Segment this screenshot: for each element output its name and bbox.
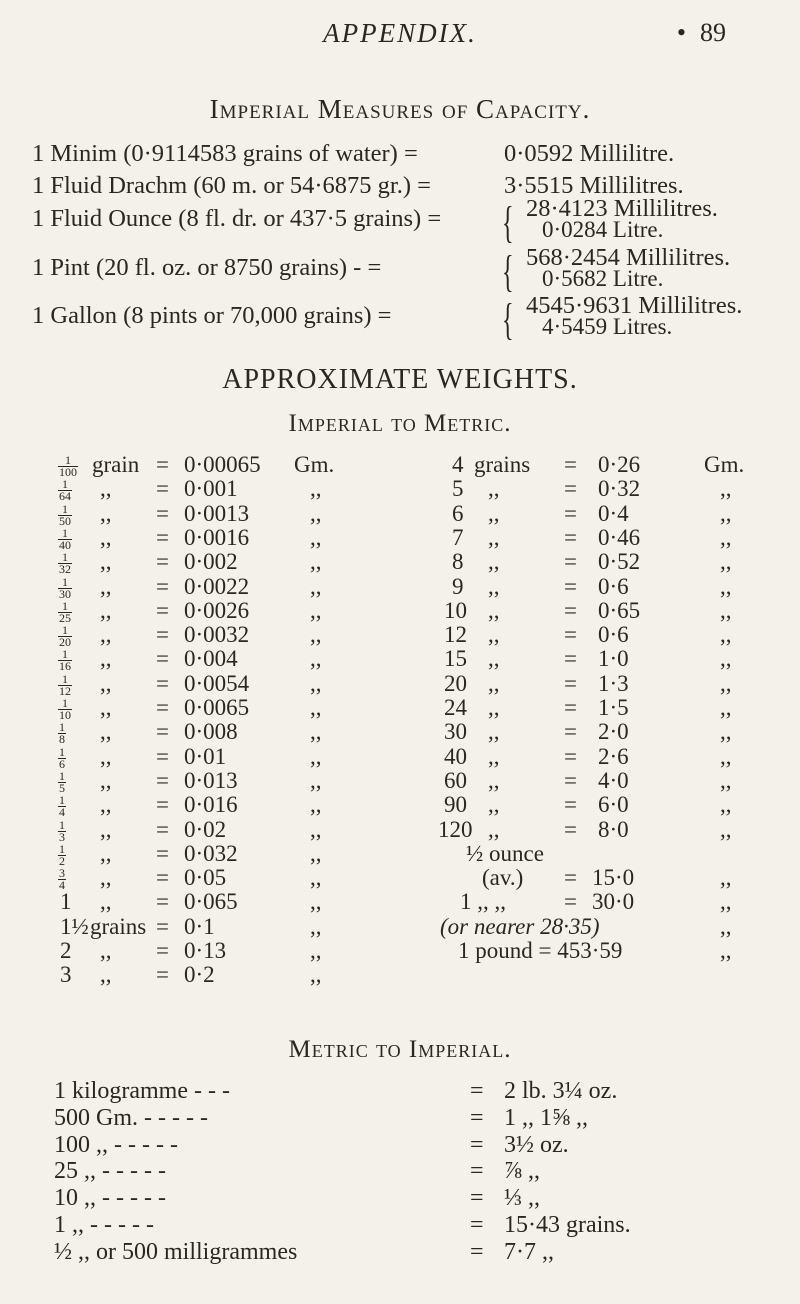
weight-quantity: 2 bbox=[60, 938, 72, 963]
fraction-numerator: 1 bbox=[59, 768, 65, 783]
fraction-denominator: 4 bbox=[59, 805, 65, 820]
metric-unit: ,, bbox=[720, 889, 732, 915]
equals-sign: = bbox=[564, 476, 577, 502]
grain-quantity: 7 bbox=[452, 524, 464, 550]
equals-sign: = bbox=[564, 452, 577, 477]
grain-quantity: 60 bbox=[444, 767, 467, 793]
equals-sign: = bbox=[564, 573, 577, 599]
metric-unit: ,, bbox=[310, 962, 322, 988]
fraction-numerator: 1 bbox=[59, 793, 65, 808]
fraction-denominator: 25 bbox=[59, 610, 71, 625]
brace-icon: { bbox=[502, 198, 514, 247]
equals-sign: = bbox=[156, 573, 169, 599]
metric-value: 0·6 bbox=[598, 573, 629, 599]
metric-unit: ,, bbox=[720, 695, 732, 720]
equals-sign: = bbox=[156, 500, 169, 526]
equals-sign: = bbox=[470, 1185, 484, 1212]
metric-unit: ,, bbox=[720, 719, 732, 745]
equals-sign: = bbox=[156, 597, 169, 623]
equals-sign: = bbox=[156, 670, 169, 696]
metric-unit: ,, bbox=[720, 816, 732, 842]
metric-value: 1·3 bbox=[598, 670, 629, 696]
grain-quantity: 90 bbox=[444, 792, 467, 818]
equals-sign: = bbox=[156, 549, 169, 575]
weight-unit-label: ,, bbox=[100, 597, 112, 623]
metric-unit: ,, bbox=[310, 622, 322, 648]
equals-sign: = bbox=[470, 1158, 484, 1185]
fraction-denominator: 6 bbox=[59, 756, 65, 771]
metric-unit: ,, bbox=[720, 646, 732, 672]
metric-unit: ,, bbox=[310, 695, 322, 720]
capacity-value: 3·5515 Millilitres. bbox=[504, 172, 684, 199]
metric-quantity: 1 kilogramme - - - bbox=[54, 1078, 230, 1104]
metric-unit: ,, bbox=[310, 524, 322, 550]
weight-unit-label: ,, bbox=[100, 792, 112, 818]
metric-quantity: 100 ,, - - - - - bbox=[54, 1131, 178, 1158]
capacity-value: 568·2454 Millilitres. bbox=[526, 244, 731, 271]
equals-sign: = bbox=[156, 719, 169, 745]
grain-quantity: 9 bbox=[452, 573, 464, 599]
fraction-denominator: 32 bbox=[59, 562, 71, 577]
metric-unit: ,, bbox=[310, 549, 322, 575]
equals-sign: = bbox=[156, 452, 169, 477]
page-number: 89 bbox=[700, 18, 726, 47]
metric-unit: ,, bbox=[310, 816, 322, 842]
metric-value: 0·0032 bbox=[184, 622, 250, 648]
equals-sign: = bbox=[564, 719, 577, 745]
fraction-numerator: 3 bbox=[59, 866, 65, 881]
weight-unit-label: ,, bbox=[488, 695, 500, 720]
grain-quantity: 10 bbox=[444, 597, 467, 623]
metric-unit: ,, bbox=[310, 913, 322, 939]
fraction-denominator: 40 bbox=[59, 537, 71, 552]
weight-unit-label: ,, bbox=[100, 622, 112, 648]
fraction-numerator: 1 bbox=[59, 841, 65, 856]
fraction-denominator: 12 bbox=[59, 683, 71, 698]
metric-unit: ,, bbox=[310, 938, 322, 963]
equals-sign: = bbox=[564, 646, 577, 672]
weight-unit-label: ,, bbox=[488, 719, 500, 745]
metric-value: 1·5 bbox=[598, 695, 629, 720]
grain-quantity: 8 bbox=[452, 549, 464, 575]
grain-quantity: 5 bbox=[452, 476, 464, 502]
metric-value: 0·52 bbox=[598, 549, 641, 575]
equals-sign: = bbox=[564, 743, 577, 769]
grain-quantity: 120 bbox=[438, 816, 473, 842]
fraction-numerator: 1 bbox=[59, 744, 65, 759]
fraction-numerator: 1 bbox=[59, 720, 65, 735]
metric-value: 0·002 bbox=[184, 549, 238, 575]
imperial-value: 1 ,, 1⅝ ,, bbox=[504, 1104, 588, 1131]
equals-sign: = bbox=[470, 1212, 484, 1238]
capacity-value: 0·5682 Litre. bbox=[542, 266, 664, 291]
brace-icon: { bbox=[502, 247, 514, 296]
weight-unit-label: ,, bbox=[488, 500, 500, 526]
fraction-numerator: 1 bbox=[58, 649, 72, 661]
equals-sign: = bbox=[156, 938, 169, 963]
capacity-value: 28·4123 Millilitres. bbox=[526, 195, 718, 222]
metric-value: 0·0013 bbox=[184, 500, 250, 526]
equals-sign: = bbox=[156, 476, 169, 502]
metric-quantity: 25 ,, - - - - - bbox=[54, 1158, 166, 1185]
metric-value: 4·0 bbox=[598, 767, 629, 793]
metric-value: 0·32 bbox=[598, 476, 641, 502]
grain-quantity: 15 bbox=[444, 646, 467, 672]
imperial-value: 3½ oz. bbox=[504, 1131, 569, 1158]
weight-unit-label: ,, bbox=[488, 792, 500, 818]
equals-sign: = bbox=[156, 865, 169, 891]
half-ounce-label: ½ ounce bbox=[466, 840, 544, 866]
fraction-denominator: 4 bbox=[59, 878, 65, 893]
weight-unit-label: ,, bbox=[100, 767, 112, 793]
equals-sign: = bbox=[470, 1078, 484, 1104]
metric-value: 2·0 bbox=[598, 719, 629, 745]
weight-unit-label: ,, bbox=[488, 743, 500, 769]
metric-value: 8·0 bbox=[598, 816, 629, 842]
metric-unit: ,, bbox=[310, 840, 322, 866]
metric-unit: ,, bbox=[720, 500, 732, 526]
metric-value: 0·001 bbox=[184, 476, 238, 502]
metric-unit: ,, bbox=[720, 524, 732, 550]
fraction-denominator: 10 bbox=[59, 708, 71, 722]
metric-unit: Gm. bbox=[704, 452, 745, 477]
equals-sign: = bbox=[564, 622, 577, 648]
metric-value: 2·6 bbox=[598, 743, 629, 769]
weight-unit-label: ,, bbox=[100, 865, 112, 891]
fraction-denominator: 20 bbox=[59, 635, 71, 650]
metric-quantity: 1 ,, - - - - - bbox=[54, 1212, 154, 1238]
metric-value: 0·2 bbox=[184, 962, 215, 988]
metric-unit: ,, bbox=[720, 792, 732, 818]
equals-sign: = bbox=[564, 889, 577, 915]
imperial-value: 7·7 ,, bbox=[504, 1238, 554, 1265]
metric-value: 1·0 bbox=[598, 646, 629, 672]
weight-unit-label: ,, bbox=[100, 549, 112, 575]
metric-quantity: 10 ,, - - - - - bbox=[54, 1185, 166, 1212]
fraction-denominator: 2 bbox=[59, 853, 65, 868]
equals-sign: = bbox=[564, 500, 577, 526]
metric-quantity: ½ ,, or 500 milligrammes bbox=[54, 1238, 298, 1265]
metric-unit: Gm. bbox=[294, 452, 335, 477]
weight-unit-label: ,, bbox=[100, 938, 112, 963]
weight-unit-label: ,, bbox=[488, 816, 500, 842]
weight-unit-label: grain bbox=[92, 452, 140, 477]
imperial-to-metric-title: Imperial to Metric. bbox=[288, 410, 512, 437]
brace-icon: { bbox=[502, 295, 514, 344]
fraction-denominator: 3 bbox=[59, 829, 65, 844]
metric-to-imperial-title: Metric to Imperial. bbox=[288, 1036, 512, 1063]
metric-quantity: 500 Gm. - - - - - bbox=[54, 1104, 208, 1131]
grain-quantity: 6 bbox=[452, 500, 464, 526]
weight-unit-label: ,, bbox=[100, 962, 112, 988]
metric-unit: ,, bbox=[310, 646, 322, 672]
equals-sign: = bbox=[564, 792, 577, 818]
fraction-denominator: 50 bbox=[59, 513, 71, 528]
metric-unit: ,, bbox=[720, 549, 732, 575]
metric-value: 30·0 bbox=[592, 889, 635, 915]
weight-unit-label: ,, bbox=[488, 573, 500, 599]
equals-sign: = bbox=[470, 1131, 484, 1158]
fraction-numerator: 1 bbox=[58, 577, 72, 589]
equals-sign: = bbox=[564, 865, 577, 891]
grain-quantity: 4 bbox=[452, 452, 464, 477]
imperial-value: 15·43 grains. bbox=[504, 1212, 631, 1238]
weights-title: APPROXIMATE WEIGHTS. bbox=[222, 364, 578, 395]
running-head: APPENDIX. bbox=[323, 18, 477, 48]
weight-unit-label: ,, bbox=[488, 622, 500, 648]
equals-sign: = bbox=[470, 1104, 484, 1131]
metric-unit: ,, bbox=[720, 597, 732, 623]
weight-unit-label: ,, bbox=[100, 816, 112, 842]
metric-value: 0·1 bbox=[184, 913, 215, 939]
fraction-numerator: 1 bbox=[58, 504, 72, 516]
metric-value: 0·05 bbox=[184, 865, 227, 891]
capacity-value: 0·0284 Litre. bbox=[542, 217, 664, 242]
metric-unit: ,, bbox=[310, 597, 322, 623]
metric-unit: ,, bbox=[310, 889, 322, 915]
weight-unit-label: grains bbox=[474, 452, 531, 477]
metric-value: 0·0065 bbox=[184, 695, 250, 720]
fraction-denominator: 30 bbox=[59, 586, 71, 601]
metric-unit: ,, bbox=[310, 476, 322, 502]
capacity-lhs: 1 Fluid Drachm (60 m. or 54·6875 gr.) = bbox=[32, 172, 431, 199]
capacity-lhs: 1 Fluid Ounce (8 fl. dr. or 437·5 grains) = bbox=[32, 205, 442, 232]
capacity-lhs: 1 Gallon (8 pints or 70,000 grains) = bbox=[32, 302, 392, 329]
weight-unit-label: ,, bbox=[100, 646, 112, 672]
fraction-numerator: 1 bbox=[58, 528, 72, 540]
equals-sign: = bbox=[156, 889, 169, 915]
metric-value: 0·032 bbox=[184, 840, 238, 866]
metric-value: 0·0016 bbox=[184, 524, 250, 550]
equals-sign: = bbox=[156, 524, 169, 550]
weight-unit-label: ,, bbox=[488, 646, 500, 672]
metric-unit: ,, bbox=[310, 743, 322, 769]
metric-unit: ,, bbox=[720, 865, 732, 891]
fraction-denominator: 16 bbox=[59, 659, 71, 674]
metric-value: 0·26 bbox=[598, 452, 641, 477]
metric-unit: ,, bbox=[720, 670, 732, 696]
fraction-numerator: 1 bbox=[58, 455, 78, 467]
weight-quantity: 1 bbox=[60, 889, 72, 915]
metric-unit: ,, bbox=[310, 865, 322, 891]
grain-quantity: 40 bbox=[444, 743, 467, 769]
metric-unit: ,, bbox=[720, 743, 732, 769]
fraction-numerator: 1 bbox=[59, 817, 65, 832]
equals-sign: = bbox=[564, 816, 577, 842]
metric-value: 0·0026 bbox=[184, 597, 250, 623]
capacity-lhs: 1 Minim (0·9114583 grains of water) = bbox=[32, 140, 418, 167]
equals-sign: = bbox=[156, 816, 169, 842]
metric-unit: ,, bbox=[720, 476, 732, 502]
equals-sign: = bbox=[470, 1238, 484, 1265]
weight-unit-label: ,, bbox=[488, 767, 500, 793]
weight-unit-label: ,, bbox=[488, 670, 500, 696]
metric-value: 0·02 bbox=[184, 816, 227, 842]
weight-unit-label: ,, bbox=[100, 670, 112, 696]
weight-unit-label: ,, bbox=[488, 549, 500, 575]
fraction-numerator: 1 bbox=[58, 698, 72, 710]
weight-unit-label: ,, bbox=[100, 695, 112, 720]
fraction-denominator: 100 bbox=[59, 465, 77, 479]
weight-unit-label: ,, bbox=[488, 524, 500, 550]
weight-quantity: 3 bbox=[60, 962, 72, 988]
equals-sign: = bbox=[564, 767, 577, 793]
imperial-value: ⅞ ,, bbox=[504, 1158, 540, 1185]
equals-sign: = bbox=[156, 840, 169, 866]
equals-sign: = bbox=[564, 597, 577, 623]
metric-value: 0·013 bbox=[184, 767, 238, 793]
weight-unit-label: ,, bbox=[100, 573, 112, 599]
metric-value: 0·01 bbox=[184, 743, 227, 769]
nearer-note: (or nearer 28·35) bbox=[440, 913, 600, 939]
metric-value: 15·0 bbox=[592, 865, 635, 891]
capacity-value: 4·5459 Litres. bbox=[542, 314, 673, 339]
equals-sign: = bbox=[564, 670, 577, 696]
metric-value: 0·46 bbox=[598, 524, 641, 550]
weight-unit-label: ,, bbox=[100, 476, 112, 502]
metric-value: 0·4 bbox=[598, 500, 629, 526]
metric-unit: ,, bbox=[310, 500, 322, 526]
bullet-dot: • bbox=[676, 18, 686, 47]
metric-unit: ,, bbox=[720, 622, 732, 648]
capacity-value: 0·0592 Millilitre. bbox=[504, 140, 675, 167]
weight-unit-label: ,, bbox=[100, 719, 112, 745]
grain-quantity: 12 bbox=[444, 622, 467, 648]
metric-value: 0·65 bbox=[598, 597, 641, 623]
fraction-numerator: 1 bbox=[58, 601, 72, 613]
metric-unit: ,, bbox=[310, 670, 322, 696]
weight-unit-label: ,, bbox=[488, 476, 500, 502]
grain-quantity: 30 bbox=[444, 719, 467, 745]
capacity-value: 4545·9631 Millilitres. bbox=[526, 292, 743, 319]
weight-unit-label: ,, bbox=[100, 524, 112, 550]
weight-unit-label: grains bbox=[90, 913, 147, 939]
fraction-numerator: 1 bbox=[58, 552, 72, 564]
metric-value: 0·004 bbox=[184, 646, 238, 672]
fraction-numerator: 1 bbox=[58, 674, 72, 686]
weight-unit-label: ,, bbox=[100, 889, 112, 915]
metric-value: 0·0022 bbox=[184, 573, 250, 599]
equals-sign: = bbox=[564, 695, 577, 720]
metric-unit: ,, bbox=[720, 573, 732, 599]
pound-label: 1 pound = 453·59 bbox=[458, 938, 623, 963]
equals-sign: = bbox=[156, 962, 169, 988]
capacity-title: Imperial Measures of Capacity. bbox=[209, 94, 591, 124]
metric-unit: ,, bbox=[310, 719, 322, 745]
equals-sign: = bbox=[156, 792, 169, 818]
equals-sign: = bbox=[156, 695, 169, 720]
metric-value: 0·6 bbox=[598, 622, 629, 648]
one-ounce-label: 1 ,, ,, bbox=[460, 889, 506, 915]
weight-unit-label: ,, bbox=[100, 743, 112, 769]
avoirdupois-label: (av.) bbox=[482, 865, 524, 891]
grain-quantity: 20 bbox=[444, 670, 467, 696]
metric-unit: ,, bbox=[310, 573, 322, 599]
fraction-numerator: 1 bbox=[58, 479, 72, 491]
metric-unit: ,, bbox=[720, 938, 732, 963]
fraction-denominator: 64 bbox=[59, 489, 71, 504]
weight-unit-label: ,, bbox=[100, 500, 112, 526]
metric-unit: ,, bbox=[310, 792, 322, 818]
weight-quantity: 1½ bbox=[60, 913, 89, 939]
imperial-value: 2 lb. 3¼ oz. bbox=[504, 1078, 618, 1104]
equals-sign: = bbox=[564, 524, 577, 550]
metric-unit: ,, bbox=[310, 767, 322, 793]
metric-value: 0·016 bbox=[184, 792, 238, 818]
fraction-numerator: 1 bbox=[58, 625, 72, 637]
equals-sign: = bbox=[156, 913, 169, 939]
metric-value: 6·0 bbox=[598, 792, 629, 818]
metric-value: 0·00065 bbox=[184, 452, 261, 477]
metric-unit: ,, bbox=[720, 913, 732, 939]
metric-value: 0·065 bbox=[184, 889, 238, 915]
metric-value: 0·0054 bbox=[184, 670, 250, 696]
fraction-denominator: 8 bbox=[59, 732, 65, 747]
equals-sign: = bbox=[156, 622, 169, 648]
grain-quantity: 24 bbox=[444, 695, 467, 720]
metric-value: 0·13 bbox=[184, 938, 227, 963]
equals-sign: = bbox=[156, 767, 169, 793]
equals-sign: = bbox=[564, 549, 577, 575]
weight-unit-label: ,, bbox=[100, 840, 112, 866]
equals-sign: = bbox=[156, 646, 169, 672]
imperial-value: ⅓ ,, bbox=[504, 1185, 540, 1212]
metric-value: 0·008 bbox=[184, 719, 238, 745]
equals-sign: = bbox=[156, 743, 169, 769]
fraction-denominator: 5 bbox=[59, 780, 65, 795]
capacity-lhs: 1 Pint (20 fl. oz. or 8750 grains) - = bbox=[32, 254, 382, 281]
weight-unit-label: ,, bbox=[488, 597, 500, 623]
metric-unit: ,, bbox=[720, 767, 732, 793]
